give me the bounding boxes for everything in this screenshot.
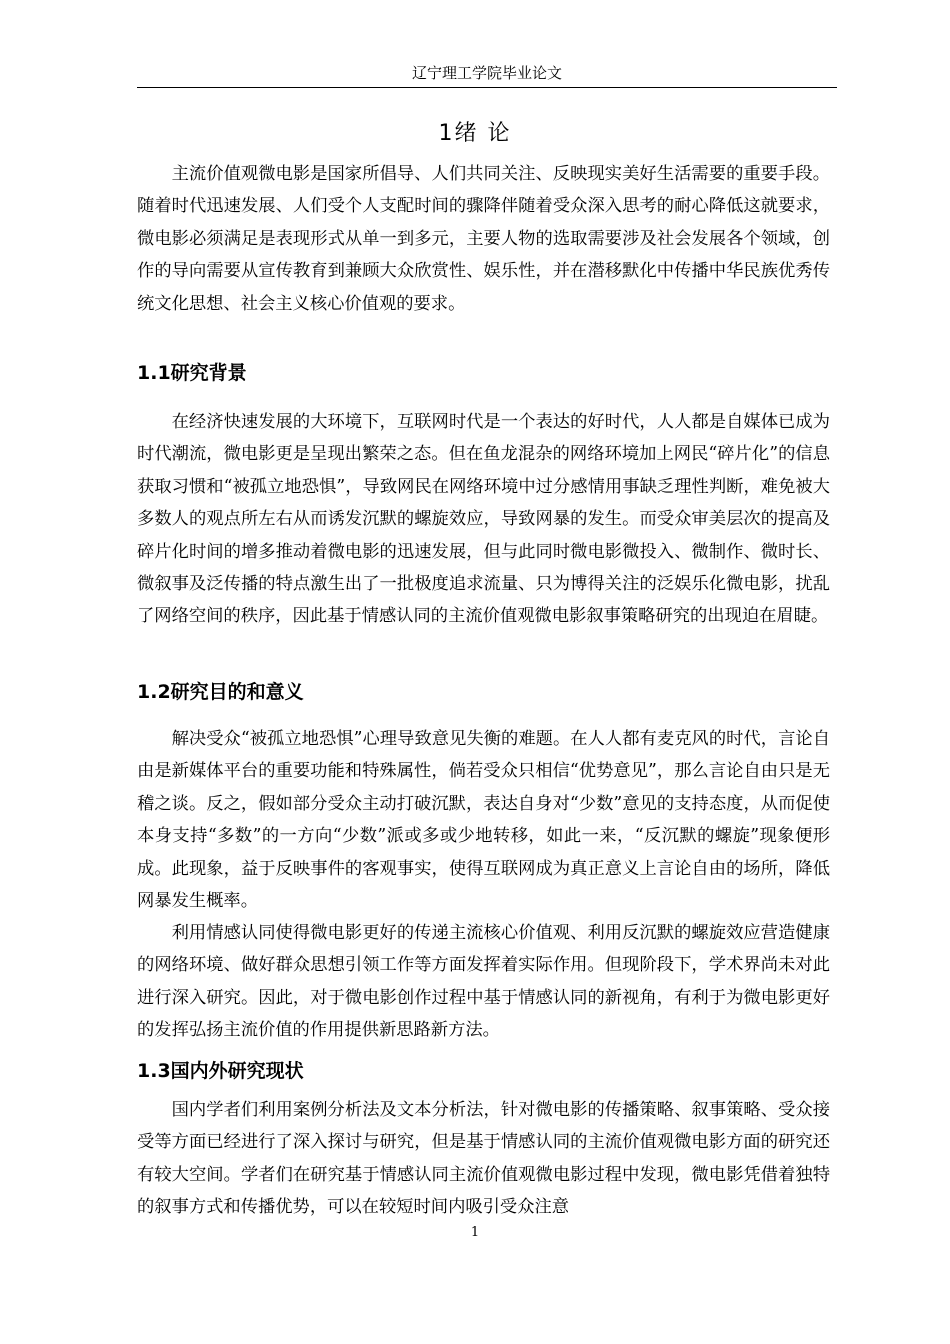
section-heading-1-1: 1.1研究背景 (137, 362, 247, 384)
running-header: 辽宁理工学院毕业论文 (137, 60, 837, 88)
page-number: 1 (470, 1225, 480, 1240)
section-1-2-paragraph-2: 利用情感认同使得微电影更好的传递主流核心价值观、利用反沉默的螺旋效应营造健康的网络环境、做好群众思想引领工作等方面发挥着实际作用。但现阶段下，学术界尚未对此进行深入研究。因此，对于微电影创作过程中基于情感认同的新视角，有利于为微电影更好的发挥弘扬主流价值的作用提供新思路新方法。 (137, 923, 830, 1041)
intro-paragraph: 主流价值观微电影是国家所倡导、人们共同关注、反映现实美好生活需要的重要手段。随着时代迅速发展、人们受个人支配时间的骤降伴随着受众深入思考的耐心降低这就要求，微电影必须满足是表现形式从单一到多元，主要人物的选取需要涉及社会发展各个领域，创作的导向需要从宣传教育到兼顾大众欣赏性、娱乐性，并在潜移默化中传播中华民族优秀传统文化思想、社会主义核心价值观的要求。 (137, 164, 830, 314)
section-heading-1-3: 1.3国内外研究现状 (137, 1060, 304, 1082)
section-heading-1-2: 1.2研究目的和意义 (137, 681, 304, 703)
section-1-2-paragraph-1: 解决受众“被孤立地恐惧”心理导致意见失衡的难题。在人人都有麦克风的时代，言论自由是新媒体平台的重要功能和特殊属性，倘若受众只相信“优势意见”，那么言论自由只是无稽之谈。反之，假如部分受众主动打破沉默，表达自身对“少数”意见的支持态度，从而促使本身支持“多数”的一方向“少数”派或多或少地转移，如此一来，“反沉默的螺旋”现象便形成。此现象，益于反映事件的客观事实，使得互联网成为真正意义上言论自由的场所，降低网暴发生概率。 (137, 729, 830, 912)
section-1-3-paragraph-1: 国内学者们利用案例分析法及文本分析法，针对微电影的传播策略、叙事策略、受众接受等方面已经进行了深入探讨与研究，但是基于情感认同的主流价值观微电影方面的研究还有较大空间。学者们在研究基于情感认同主流价值观微电影过程中发现，微电影凭借着独特的叙事方式和传播优势，可以在较短时间内吸引受众注意 (137, 1100, 830, 1218)
chapter-title: 1绪 论 (438, 121, 512, 146)
section-1-1-paragraph-1: 在经济快速发展的大环境下，互联网时代是一个表达的好时代，人人都是自媒体已成为时代潮流，微电影更是呈现出繁荣之态。但在鱼龙混杂的网络环境加上网民“碎片化”的信息获取习惯和“被孤立地恐惧”，导致网民在网络环境中过分感情用事缺乏理性判断，难免被大多数人的观点所左右从而诱发沉默的螺旋效应，导致网暴的发生。而受众审美层次的提高及碎片化时间的增多推动着微电影的迅速发展，但与此同时微电影微投入、微制作、微时长、微叙事及泛传播的特点激生出了一批极度追求流量、只为博得关注的泛娱乐化微电影，扰乱了网络空间的秩序，因此基于情感认同的主流价值观微电影叙事策略研究的出现迫在眉睫。 (137, 412, 830, 627)
